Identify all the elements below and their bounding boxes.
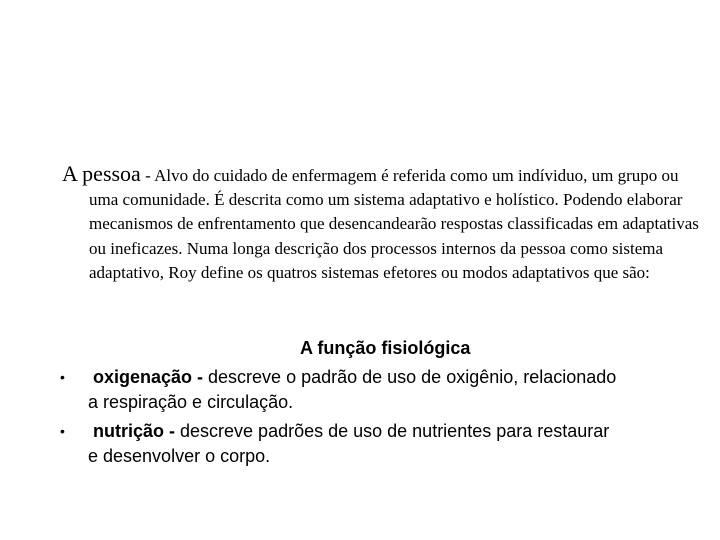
- bullet-text: descreve padrões de uso de nutrientes para restaurar e desenvolver o corpo.: [88, 421, 610, 466]
- bullet-list: [60, 365, 620, 473]
- intro-term: A pessoa: [62, 161, 141, 186]
- bullet-icon: •: [60, 369, 65, 385]
- list-item: [60, 365, 620, 415]
- intro-paragraph: [62, 162, 699, 285]
- bullet-icon: •: [60, 423, 65, 439]
- section-subheading: A função fisiológica: [300, 338, 471, 358]
- bullet-term: oxigenação -: [93, 367, 209, 387]
- list-item: [60, 419, 620, 469]
- bullet-term: nutrição -: [93, 421, 181, 441]
- bullet-text: descreve o padrão de uso de oxigênio, relacionado a respiração e circulação.: [88, 367, 617, 412]
- intro-text: Alvo do cuidado de enfermagem é referida como um indíviduo, um grupo ou uma comunidade. É descrita como um sistema adaptativo e holístico. Podendo elaborar mecanismos de enfrentamento que desencandearão respostas classificadas em adaptativas ou ineficazes. Numa longa descrição dos processos internos da pessoa como sistema adaptativo, Roy define os quatros sistemas efetores ou modos adaptativos que são:: [89, 166, 699, 282]
- intro-separator: -: [140, 166, 155, 185]
